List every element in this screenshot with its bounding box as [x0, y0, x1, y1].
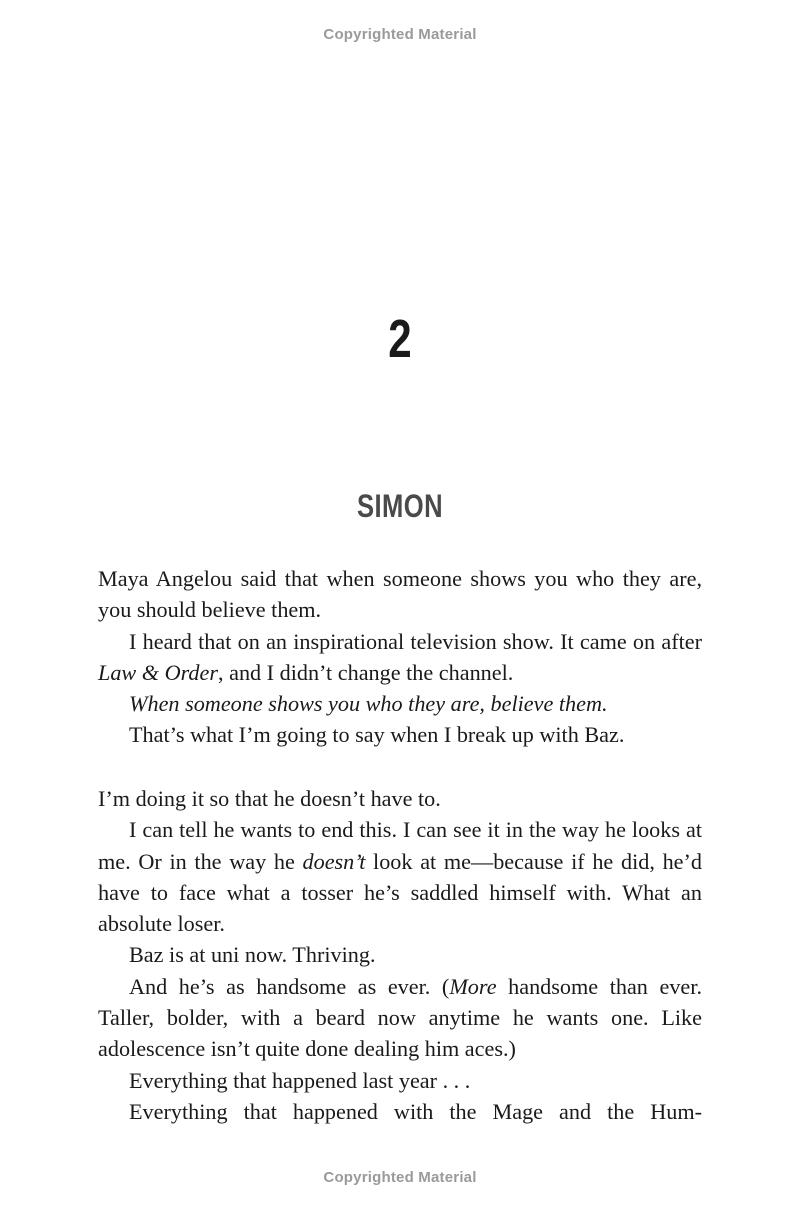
text-run: look at me—because if he did, he’d have to face what a tosser he’s saddled himself with. What an absolute loser. — [98, 848, 702, 937]
paragraph: Everything that happened last year . . . — [129, 1067, 471, 1093]
paragraph-italic — [98, 688, 702, 719]
text-run: I heard that on an inspirational television show. It came on after — [129, 628, 702, 654]
italic-word: doesn’t — [302, 848, 366, 874]
text-block-second — [98, 783, 702, 1127]
paragraph: Maya Angelou said that when someone shows you who they are, you should believe them. — [98, 566, 702, 623]
paragraph — [98, 626, 702, 689]
chapter-number: 2 — [388, 309, 412, 369]
paragraph — [98, 814, 702, 939]
paragraph: Everything that happened with the Mage and the Hum- — [129, 1098, 702, 1124]
paragraph: I’m doing it so that he doesn’t have to. — [98, 786, 441, 811]
text-block-first — [98, 563, 702, 751]
paragraph: Baz is at uni now. Thriving. — [129, 942, 376, 968]
italic-quote: When someone shows you who they are, believe them. — [129, 691, 608, 717]
copyright-watermark-top: Copyrighted Material — [323, 26, 477, 43]
italic-title: Law & Order — [98, 659, 218, 685]
text-run: , and I didn’t change the channel. — [218, 659, 514, 685]
text-run: handsome than ever. Taller, bolder, with a beard now anytime he wants one. Like adolescence isn’t quite done dealing him aces.) — [98, 973, 702, 1062]
text-run: I can tell he wants to end this. I can see it in the way he looks at me. Or in the way he — [98, 817, 702, 874]
chapter-narrator-heading: SIMON — [357, 488, 443, 524]
italic-word: More — [449, 973, 497, 999]
copyright-watermark-bottom: Copyrighted Material — [323, 1169, 477, 1186]
paragraph — [98, 971, 702, 1065]
paragraph: That’s what I’m going to say when I break up with Baz. — [129, 722, 625, 748]
text-run: And he’s as handsome as ever. ( — [129, 973, 450, 999]
